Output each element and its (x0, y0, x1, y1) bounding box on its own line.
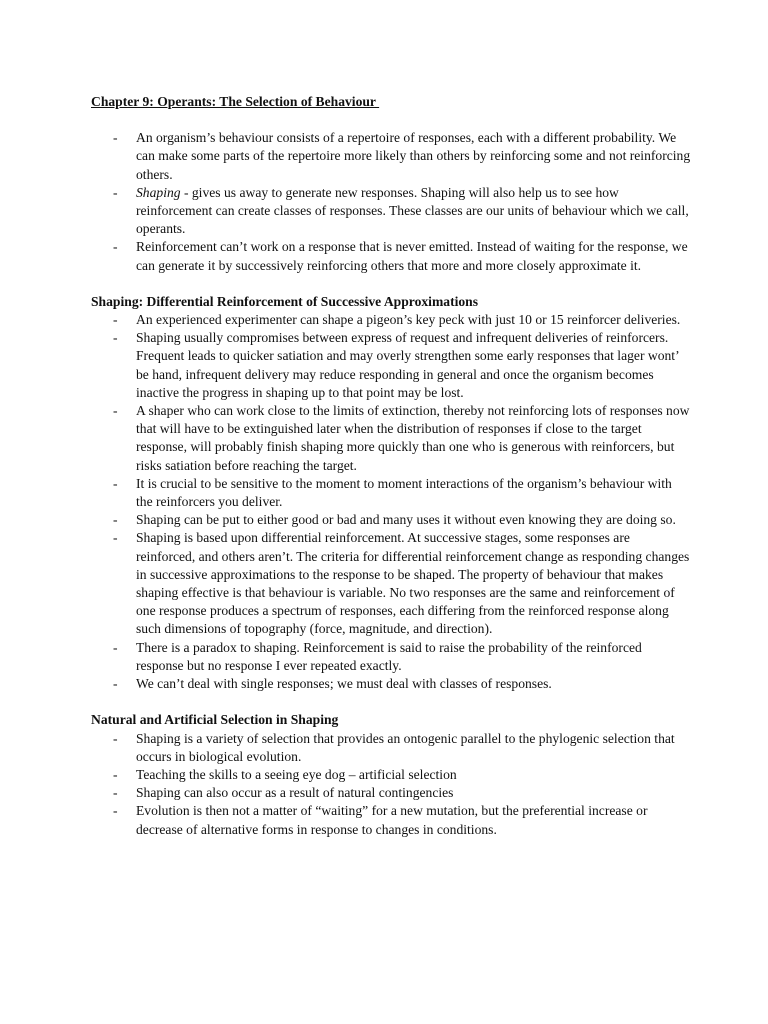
list-item (91, 311, 691, 329)
bullet-text: Shaping is based upon differential reinforcement. At successive stages, some responses are reinforced, and others aren’t. The criteria for differential reinforcement change as responding changes in successive approximations to the response to be shaped. The property of behaviour that makes shaping effective is that behaviour is variable. No two responses are the same and reinforcement of one response produces a spectrum of responses, each differing from the reinforced response along such dimensions of topography (force, magnitude, and direction). (136, 530, 690, 637)
bullet-text: Shaping can also occur as a result of natural contingencies (136, 785, 454, 801)
shaping-bullet-list (91, 311, 691, 693)
bullet-dash: - (113, 730, 118, 746)
bullet-text: - gives us away to generate new responses. Shaping will also help us to see how reinforcement can create classes of responses. These classes are our units of behaviour which we call, operants. (136, 184, 689, 237)
bullet-dash: - (113, 312, 118, 328)
intro-bullet-list (91, 129, 691, 275)
list-item (91, 238, 691, 274)
document-body (91, 93, 691, 839)
bullet-dash: - (113, 130, 118, 146)
section-heading-shaping: Shaping: Differential Reinforcement of Successive Approximations (91, 293, 479, 309)
bullet-dash: - (113, 475, 118, 491)
list-item (91, 766, 691, 784)
bullet-dash: - (113, 239, 118, 255)
list-item (91, 329, 691, 402)
bullet-text: An experienced experimenter can shape a pigeon’s key peck with just 10 or 15 reinforcer deliveries. (136, 312, 681, 328)
list-item (91, 184, 691, 239)
list-item (91, 402, 691, 475)
bullet-text: A shaper who can work close to the limits of extinction, thereby not reinforcing lots of responses now that will have to be extinguished later when the distribution of responses if close to the target response, will probably finish shaping more quickly than one who is generous with reinforcers, but risks satiation before reaching the target. (136, 403, 690, 473)
bullet-text: We can’t deal with single responses; we must deal with classes of responses. (136, 676, 552, 692)
list-item (91, 784, 691, 802)
list-item (91, 802, 691, 838)
list-item (91, 675, 691, 693)
bullet-dash: - (113, 530, 118, 546)
emphasized-term: Shaping (136, 184, 181, 200)
section-heading-natural-selection: Natural and Artificial Selection in Shaping (91, 712, 339, 728)
bullet-dash: - (113, 512, 118, 528)
bullet-text: Shaping usually compromises between express of request and infrequent deliveries of reinforcers. Frequent leads to quicker satiation and may overly strengthen some early responses that lager wont’ be hand, infrequent delivery may reduce responding in general and once the organism becomes inactive the progress in shaping up to that point may be lost. (136, 330, 679, 400)
bullet-dash: - (113, 330, 118, 346)
list-item (91, 639, 691, 675)
list-item (91, 529, 691, 638)
chapter-title: Chapter 9: Operants: The Selection of Behaviour (91, 94, 380, 109)
bullet-text: Evolution is then not a matter of “waiting” for a new mutation, but the preferential increase or decrease of alternative forms in response to changes in conditions. (136, 803, 648, 837)
bullet-dash: - (113, 403, 118, 419)
list-item (91, 129, 691, 184)
bullet-dash: - (113, 766, 118, 782)
list-item (91, 730, 691, 766)
bullet-dash: - (113, 639, 118, 655)
list-item (91, 511, 691, 529)
list-item (91, 475, 691, 511)
bullet-dash: - (113, 676, 118, 692)
bullet-text: It is crucial to be sensitive to the moment to moment interactions of the organism’s behaviour with the reinforcers you deliver. (136, 475, 672, 510)
bullet-text: Shaping can be put to either good or bad and many uses it without even knowing they are doing so. (136, 512, 676, 528)
natural-selection-bullet-list (91, 730, 691, 839)
bullet-dash: - (113, 184, 118, 200)
bullet-dash: - (113, 803, 118, 819)
bullet-text: There is a paradox to shaping. Reinforcement is said to raise the probability of the reinforced response but no response I ever repeated exactly. (136, 639, 642, 673)
bullet-dash: - (113, 785, 118, 801)
bullet-text: Teaching the skills to a seeing eye dog – artificial selection (136, 766, 457, 782)
bullet-text: An organism’s behaviour consists of a repertoire of responses, each with a different probability. We can make some parts of the repertoire more likely than others by reinforcing some and not reinforcing others. (136, 130, 691, 182)
bullet-text: Shaping is a variety of selection that provides an ontogenic parallel to the phylogenic selection that occurs in biological evolution. (136, 730, 675, 764)
bullet-text: Reinforcement can’t work on a response that is never emitted. Instead of waiting for the response, we can generate it by successively reinforcing others that more and more closely approximate it. (136, 239, 688, 273)
